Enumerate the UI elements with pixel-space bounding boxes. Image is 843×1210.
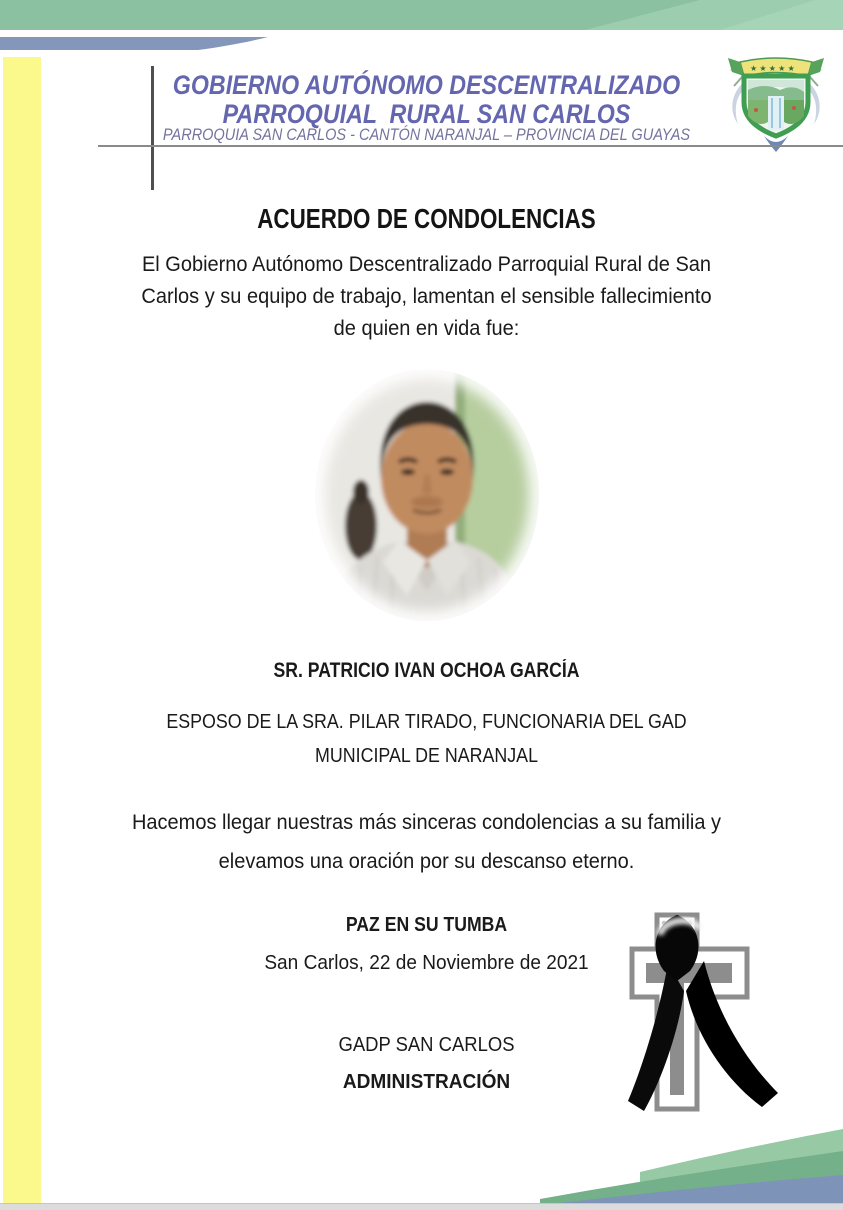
mourning-ribbon-cross-icon [620,903,790,1117]
condolence-paragraph [10,803,843,881]
closing-phrase: PAZ EN SU TUMBA [345,913,508,936]
org-subtitle: PARROQUIA SAN CARLOS - CANTÓN NARANJAL – PROVINCIA DEL GUAYAS [162,126,691,144]
relation-paragraph [10,705,843,773]
org-name-line1: GOBIERNO AUTÓNOMO DESCENTRALIZADO [172,70,681,100]
top-decorative-bars [0,0,843,56]
intro-paragraph [10,248,843,344]
deceased-name: SR. PATRICIO IVAN OCHOA GARCÍA [273,659,580,682]
relation-line: ESPOSO DE LA SRA. PILAR TIRADO, FUNCIONARIA DEL GAD [166,710,687,733]
signature-line: ADMINISTRACIÓN [342,1070,511,1093]
document-title: ACUERDO DE CONDOLENCIAS [257,203,596,234]
intro-line: Carlos y su equipo de trabajo, lamentan el sensible fallecimiento [141,284,712,308]
bottom-decorative-swoosh [0,1115,843,1210]
condolence-line: elevamos una oración por su descanso eterno. [218,849,635,873]
crest-stars: ★ ★ ★ ★ ★ [750,64,795,73]
org-name-line2: PARROQUIAL RURAL SAN CARLOS [222,99,631,129]
header-vertical-rule [151,66,154,190]
deceased-portrait-photo [311,366,543,624]
condolence-line: Hacemos llegar nuestras más sinceras condolencias a su familia y [131,810,722,834]
org-short-name: GADP SAN CARLOS [338,1033,515,1056]
date-line: San Carlos, 22 de Noviembre de 2021 [264,951,589,974]
yellow-side-bar [3,57,41,1203]
header-horizontal-rule [98,145,843,147]
intro-line: de quien en vida fue: [333,316,520,340]
bottom-page-strip [0,1203,843,1210]
relation-line: MUNICIPAL DE NARANJAL [315,744,538,767]
intro-line: El Gobierno Autónomo Descentralizado Parroquial Rural de San [141,252,712,276]
